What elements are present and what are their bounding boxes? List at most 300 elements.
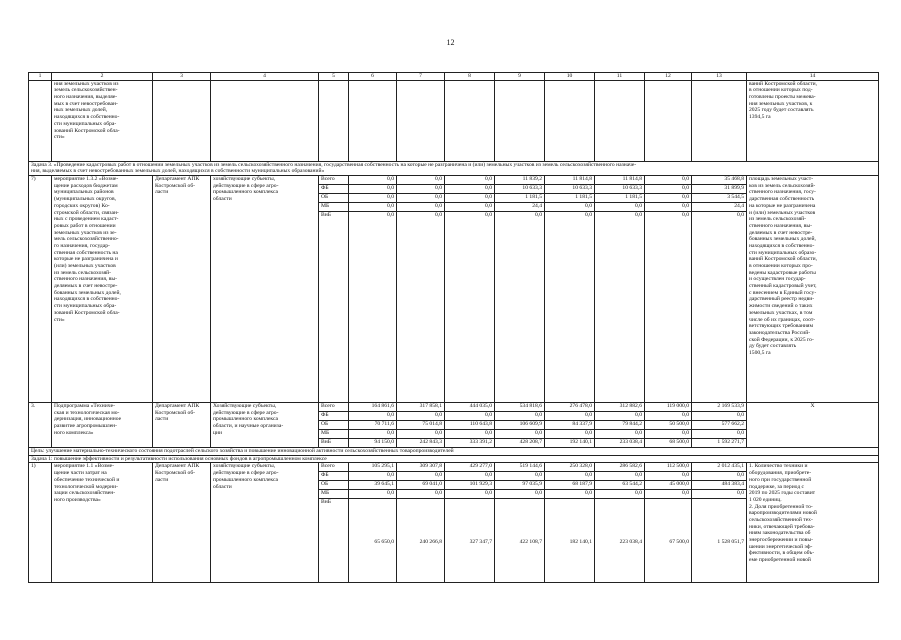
cell-line: оборудования, приобрете- — [749, 470, 812, 477]
cell-line: дернизация, инновационное — [54, 416, 122, 423]
column-number: 12 — [645, 73, 692, 81]
cell-line: ваний Костромской области, — [749, 256, 818, 263]
cell-line: из земель сельскохозяй- — [749, 216, 807, 223]
funding-value: 68 187,9 — [545, 481, 595, 490]
funding-value: 39 645,1 — [349, 481, 397, 490]
cell-line: находящихся в собственно- — [749, 242, 815, 249]
cell-line: ственного назначения, госу- — [749, 189, 816, 196]
funding-value: 317 858,1 — [397, 403, 445, 412]
indicator-text — [747, 176, 879, 403]
cell-line: промышленного комплекса — [213, 189, 279, 196]
cell-line: энергосбережении и повы- — [749, 537, 813, 544]
funding-source: ФБ — [319, 412, 349, 421]
cell-line: области — [213, 196, 232, 203]
cell-line: Департамент АПК — [155, 463, 200, 470]
cell-line: деляемых в счет невостре- — [54, 283, 118, 290]
funding-value: 519 144,6 — [495, 463, 545, 472]
table-cell — [319, 80, 349, 161]
cell-line: ного назначения, выделяе- — [54, 94, 118, 101]
column-number: 8 — [445, 73, 495, 81]
cell-line: щение расходов бюджетам — [54, 182, 118, 189]
cell-line: сти» — [54, 134, 65, 141]
cell-line: зований Костромской обла- — [54, 309, 120, 316]
cell-line: ваний Костромской области, — [749, 80, 818, 87]
funding-value: 0,0 — [495, 212, 545, 403]
cell-line: ской Федерации, к 2025 го- — [749, 336, 814, 343]
funding-value: 577 662,2 — [692, 421, 747, 430]
funding-value: 333 391,2 — [445, 439, 495, 448]
measure-name — [52, 80, 153, 161]
cell-line: сти муниципальных образо- — [749, 249, 817, 256]
funding-value: 0,0 — [645, 430, 692, 439]
funding-source: ВнБ — [319, 439, 349, 448]
cell-line: земельных участков из зе- — [54, 229, 117, 236]
cell-line: сельскохозяйственной тех- — [749, 516, 813, 523]
participants — [211, 176, 319, 403]
funding-value: 0,0 — [645, 472, 692, 481]
cell-line: ровых работ в отношении — [54, 222, 116, 229]
funding-value: 0,0 — [397, 212, 445, 403]
funding-source: ВнБ — [319, 499, 349, 583]
cell-line: 1394,5 га — [749, 114, 771, 121]
cell-line: (муниципальных округов, — [54, 196, 117, 203]
funding-value: 0,0 — [545, 430, 595, 439]
funding-value: 0,0 — [445, 185, 495, 194]
funding-value: 24,4 — [692, 203, 747, 212]
table-cell — [153, 80, 211, 161]
cell-line: ственная собственность на — [54, 249, 118, 256]
funding-value: 0,0 — [349, 412, 397, 421]
cell-line: земель сельскохозяйствен- — [54, 87, 118, 94]
funding-value: 0,0 — [645, 490, 692, 499]
measure-name — [52, 463, 153, 583]
funding-source: ФБ — [319, 472, 349, 481]
task-row — [29, 455, 879, 463]
funding-value: 0,0 — [545, 472, 595, 481]
funding-value: 68 500,0 — [645, 439, 692, 448]
funding-source: ОБ — [319, 421, 349, 430]
funding-value: 0,0 — [445, 203, 495, 212]
cell-line: развитие агропромышлен- — [54, 423, 118, 430]
funding-source: МБ — [319, 430, 349, 439]
table-cell — [545, 80, 595, 161]
funding-value: 0,0 — [495, 430, 545, 439]
funding-value: 0,0 — [349, 430, 397, 439]
funding-value: 0,0 — [397, 490, 445, 499]
funding-source: МБ — [319, 490, 349, 499]
cell-line: ции — [213, 429, 222, 436]
cell-line: из земель сельскохозяй- — [54, 269, 112, 276]
column-number: 10 — [545, 73, 595, 81]
funding-value: 444 035,0 — [445, 403, 495, 412]
table-cell — [349, 80, 397, 161]
funding-value: 0,0 — [445, 472, 495, 481]
funding-source: ФБ — [319, 185, 349, 194]
cell-line: еме приобретенной новой — [749, 557, 811, 564]
funding-value: 10 633,3 — [595, 185, 645, 194]
funding-value: 11 839,2 — [495, 176, 545, 185]
column-number: 14 — [747, 73, 879, 81]
cell-line: земельных участках, в том — [749, 309, 813, 316]
funding-source: Всего — [319, 403, 349, 412]
cell-line: го назначения, государ- — [54, 242, 110, 249]
funding-value: 0,0 — [595, 490, 645, 499]
row-number: 1) — [29, 463, 52, 583]
funding-value: 0,0 — [495, 490, 545, 499]
funding-value: 106 609,9 — [495, 421, 545, 430]
funding-source: ОБ — [319, 194, 349, 203]
funding-value: 534 818,6 — [495, 403, 545, 412]
funding-value: 0,0 — [595, 430, 645, 439]
cell-line: ков из земель сельскохозяй- — [749, 182, 816, 189]
participants — [211, 463, 319, 583]
funding-value: 0,0 — [545, 490, 595, 499]
task-title: Задача 1: повышение эффективности и результативности использования основных фондов в агропромышленном комплексе — [29, 455, 879, 463]
financing-row — [29, 176, 879, 185]
cell-line: Хозяйствующие субъекты, — [213, 403, 277, 410]
funding-value: 0,0 — [645, 185, 692, 194]
cell-line: ду будет составлять — [749, 343, 797, 350]
funding-value: 312 882,6 — [595, 403, 645, 412]
column-number: 3 — [153, 73, 211, 81]
funding-value: 110 643,8 — [445, 421, 495, 430]
funding-value: 0,0 — [445, 194, 495, 203]
funding-value: 112 500,0 — [645, 463, 692, 472]
funding-value: 2 012 435,1 — [692, 463, 747, 472]
cell-line: сти муниципальных обра- — [54, 120, 117, 127]
cell-line: которые не разграничена и — [54, 256, 118, 263]
cell-line: Костромской об- — [155, 182, 196, 189]
executor — [153, 403, 211, 448]
funding-value: 0,0 — [595, 212, 645, 403]
cell-line: на которые не разграничена — [749, 202, 816, 209]
funding-value: 0,0 — [645, 203, 692, 212]
funding-value: 79 844,2 — [595, 421, 645, 430]
funding-value: 97 035,9 — [495, 481, 545, 490]
table-cell — [445, 80, 495, 161]
cell-line: дарственная собственность — [749, 196, 815, 203]
funding-value: 422 108,7 — [495, 499, 545, 583]
funding-value: 0,0 — [445, 490, 495, 499]
funding-value: 0,0 — [645, 194, 692, 203]
funding-value: 2 169 533,9 — [692, 403, 747, 412]
cell-line: мероприятие 1.3.2 «Возме- — [54, 176, 119, 183]
funding-value: 240 266,8 — [397, 499, 445, 583]
cell-line: фективности, в общем объ- — [749, 550, 815, 557]
funding-value: 75 014,8 — [397, 421, 445, 430]
funding-value: 1 181,5 — [595, 194, 645, 203]
financing-row — [29, 403, 879, 412]
funding-value: 0,0 — [349, 203, 397, 212]
funding-value: 0,0 — [645, 212, 692, 403]
funding-source: МБ — [319, 203, 349, 212]
cell-line: хозяйствующие субъекты, — [213, 176, 276, 183]
cell-line: действующие в сфере агро- — [213, 409, 279, 416]
cell-line: мых в счет невостребован- — [54, 100, 118, 107]
table-cell — [495, 80, 545, 161]
cell-line: муниципальных районов — [54, 189, 114, 196]
funding-source: ВнБ — [319, 212, 349, 403]
funding-value: 0,0 — [397, 430, 445, 439]
indicator-text — [747, 463, 879, 583]
table-cell — [595, 80, 645, 161]
cell-line: области, и научные организа- — [213, 423, 284, 430]
funding-value: 0,0 — [397, 185, 445, 194]
funding-value: 0,0 — [349, 472, 397, 481]
cell-line: 2025 году будет составлять — [749, 107, 814, 114]
indicator-text — [747, 80, 879, 161]
funding-value: 10 633,3 — [495, 185, 545, 194]
funding-value: 0,0 — [692, 212, 747, 403]
table-cell — [645, 80, 692, 161]
measure-name — [52, 403, 153, 448]
cell-line: деляемых в счет невостре- — [749, 229, 813, 236]
funding-value: 0,0 — [495, 472, 545, 481]
cell-line: 1. Количество техники и — [749, 463, 808, 470]
funding-value: 63 544,2 — [595, 481, 645, 490]
cell-line: в отношении которых под- — [749, 87, 813, 94]
column-number: 4 — [211, 73, 319, 81]
funding-value: 10 633,3 — [545, 185, 595, 194]
funding-value: 0,0 — [349, 194, 397, 203]
funding-value: 119 000,0 — [645, 403, 692, 412]
funding-value: 0,0 — [445, 176, 495, 185]
participants — [211, 403, 319, 448]
cell-line: находящихся в собственно- — [54, 296, 120, 303]
cell-line: Костромской об- — [155, 470, 196, 477]
cell-line: обеспечение технической и — [54, 476, 120, 483]
cell-line: промышленного комплекса — [213, 416, 279, 423]
cell-line: (или) земельных участков — [54, 263, 116, 270]
funding-value: 84 337,9 — [545, 421, 595, 430]
column-number: 7 — [397, 73, 445, 81]
header-row — [29, 73, 879, 81]
funding-value: 0,0 — [349, 490, 397, 499]
funding-value: 309 307,8 — [397, 463, 445, 472]
cell-line: Департамент АПК — [155, 403, 200, 410]
goal-row — [29, 448, 879, 456]
funding-value: 70 711,6 — [349, 421, 397, 430]
funding-value: 0,0 — [445, 212, 495, 403]
funding-value: 286 582,6 — [595, 463, 645, 472]
funding-value: 0,0 — [349, 185, 397, 194]
cell-line: ного при государственной — [749, 476, 812, 483]
cell-line: варопроизводителями новой — [749, 510, 817, 517]
column-number: 2 — [52, 73, 153, 81]
cell-line: ласти — [155, 476, 169, 483]
column-number: 1 — [29, 73, 52, 81]
row-number: 3. — [29, 403, 52, 448]
funding-value: 0,0 — [545, 203, 595, 212]
cell-line: находящихся в собственно- — [54, 114, 120, 121]
cell-line: городских округов) Ко- — [54, 202, 110, 209]
funding-value: 0,0 — [445, 430, 495, 439]
measure-name — [52, 176, 153, 403]
cell-line: 1 020 единиц. — [749, 496, 782, 503]
funding-value: 0,0 — [595, 472, 645, 481]
funding-value: 327 347,7 — [445, 499, 495, 583]
task-title — [29, 161, 879, 175]
cell-line: ных с проведением кадаст- — [54, 216, 119, 223]
cell-line: ведены кадастровые работы — [749, 269, 816, 276]
cell-line: с внесением в Единый госу- — [749, 289, 817, 296]
executor — [153, 463, 211, 583]
funding-value: 11 814,8 — [545, 176, 595, 185]
funding-value: 105 295,1 — [349, 463, 397, 472]
funding-value: 0,0 — [349, 212, 397, 403]
cell-line: ственного назначения, вы- — [749, 222, 813, 229]
cell-line: действующие в сфере агро- — [213, 470, 279, 477]
funding-value: 0,0 — [692, 412, 747, 421]
cell-line: ники, отвечающей требова- — [749, 523, 815, 530]
column-number: 9 — [495, 73, 545, 81]
table-cell — [29, 80, 52, 161]
funding-value: 0,0 — [692, 490, 747, 499]
cell-line: хозяйствующие субъекты, — [213, 463, 276, 470]
row-number: 7) — [29, 176, 52, 403]
cell-line: сти» — [54, 316, 65, 323]
funding-value: 0,0 — [645, 176, 692, 185]
cell-line: Задача 3. «Проведение кадастровых работ в отношении земельных участков из земель сельскохозяйственного назначения, государственная собственность на которые не разграничена и (или) земельных участков из земель сельскохозяйственного назначе- — [31, 161, 637, 168]
funding-value: 0,0 — [595, 203, 645, 212]
cell-line: зований Костромской обла- — [54, 127, 120, 134]
cell-line: ного производства» — [54, 496, 101, 503]
funding-value: 0,0 — [397, 194, 445, 203]
cell-line: стромской области, связан- — [54, 209, 119, 216]
funding-value: 0,0 — [545, 412, 595, 421]
funding-value: 233 038,4 — [595, 439, 645, 448]
column-number: 13 — [692, 73, 747, 81]
cell-line: ния, выделяемых в счет невостребованных земельных долей, находящихся в собственности муниципальных образований» — [31, 168, 325, 175]
funding-value: 0,0 — [349, 176, 397, 185]
funding-value: 0,0 — [397, 203, 445, 212]
cell-line: ственный кадастровый учет, — [749, 283, 817, 290]
funding-value: 0,0 — [397, 472, 445, 481]
column-number: 11 — [595, 73, 645, 81]
funding-value: 242 843,3 — [397, 439, 445, 448]
cell-line: ного комплекса» — [54, 429, 94, 436]
funding-value: 50 500,0 — [645, 421, 692, 430]
funding-value: 164 861,6 — [349, 403, 397, 412]
funding-value: 429 277,0 — [445, 463, 495, 472]
cell-line: бованных земельных долей, — [749, 236, 816, 243]
cell-line: бованных земельных долей, — [54, 289, 121, 296]
funding-value: 276 478,0 — [545, 403, 595, 412]
funding-value: 0,0 — [692, 430, 747, 439]
column-number: 5 — [319, 73, 349, 81]
continuation-row — [29, 80, 879, 161]
indicator-text: X — [747, 403, 879, 448]
cell-line: 2. Доля приобретенной то- — [749, 503, 813, 510]
funding-value: 0,0 — [397, 412, 445, 421]
funding-value: 0,0 — [692, 472, 747, 481]
funding-value: 31 899,9 — [692, 185, 747, 194]
funding-source: ОБ — [319, 481, 349, 490]
funding-value: 428 208,7 — [495, 439, 545, 448]
cell-line: ственного назначения, вы- — [54, 276, 118, 283]
cell-line: площадь земельных участ- — [749, 176, 814, 183]
executor — [153, 176, 211, 403]
funding-value: 484 383,4 — [692, 481, 747, 490]
cell-line: зации сельскохозяйствен- — [54, 490, 116, 497]
cell-line: готовлены проекты межева- — [749, 94, 816, 101]
cell-line: Костромской об- — [155, 409, 196, 416]
cell-line: законодательства Россий- — [749, 329, 811, 336]
funding-value: 0,0 — [645, 412, 692, 421]
cell-line: сти муниципальных обра- — [54, 303, 117, 310]
funding-value: 250 328,0 — [545, 463, 595, 472]
cell-line: Департамент АПК — [155, 176, 200, 183]
cell-line: ласти — [155, 416, 169, 423]
cell-line: 1500,5 га — [749, 349, 771, 356]
cell-line: мель сельскохозяйственно- — [54, 236, 119, 243]
financing-row — [29, 463, 879, 472]
funding-value: 182 140,1 — [545, 499, 595, 583]
cell-line: ния земельных участков из — [54, 80, 119, 87]
cell-line: поддержке, за период с — [749, 483, 805, 490]
table-cell — [211, 80, 319, 161]
goal-text: Цель: улучшение материально-технического состояния подотраслей сельского хозяйства и повышение инновационной активности сельскохозяйственных товаропроизводителей — [29, 448, 879, 456]
funding-value: 1 592 271,7 — [692, 439, 747, 448]
funding-source: Всего — [319, 463, 349, 472]
cell-line: технологической модерни- — [54, 483, 118, 490]
funding-source: Всего — [319, 176, 349, 185]
funding-value: 1 181,5 — [545, 194, 595, 203]
cell-line: ская и технологическая мо- — [54, 409, 120, 416]
funding-value: 11 814,8 — [595, 176, 645, 185]
task-row — [29, 161, 879, 175]
funding-value: 24,4 — [495, 203, 545, 212]
cell-line: ных земельных долей, — [54, 107, 108, 114]
cell-line: шении энергетической эф- — [749, 543, 813, 550]
funding-value: 1 528 051,7 — [692, 499, 747, 583]
funding-value: 0,0 — [397, 176, 445, 185]
page-number: 12 — [446, 38, 455, 47]
program-table — [28, 72, 879, 583]
column-number: 6 — [349, 73, 397, 81]
funding-value: 69 041,0 — [397, 481, 445, 490]
table-cell — [692, 80, 747, 161]
funding-value: 94 150,0 — [349, 439, 397, 448]
funding-value: 65 650,0 — [349, 499, 397, 583]
cell-line: ласти — [155, 189, 169, 196]
funding-value: 0,0 — [595, 412, 645, 421]
cell-line: мероприятие 1.1 «Возме- — [54, 463, 115, 470]
cell-line: промышленного комплекса — [213, 476, 279, 483]
cell-line: жимости сведений о таких — [749, 303, 813, 310]
funding-value: 223 038,4 — [595, 499, 645, 583]
cell-line: ветствующих требованиям — [749, 323, 814, 330]
table-cell — [397, 80, 445, 161]
funding-value: 3 544,5 — [692, 194, 747, 203]
cell-line: числе об их границах, соот- — [749, 316, 816, 323]
cell-line: Подпрограмма «Техниче- — [54, 403, 115, 410]
cell-line: ния земельных участков, к — [749, 100, 813, 107]
cell-line: 2019 по 2025 годы составит — [749, 490, 816, 497]
funding-value: 45 000,0 — [645, 481, 692, 490]
cell-line: и (или) земельных участков — [749, 209, 816, 216]
cell-line: в отношении которых про- — [749, 263, 813, 270]
funding-value: 192 140,1 — [545, 439, 595, 448]
cell-line: ниям законодательства об — [749, 530, 811, 537]
cell-line: действующие в сфере агро- — [213, 182, 279, 189]
cell-line: области — [213, 483, 232, 490]
funding-value: 35 468,8 — [692, 176, 747, 185]
cell-line: дарственный реестр недви- — [749, 296, 815, 303]
funding-value: 1 181,5 — [495, 194, 545, 203]
funding-value: 0,0 — [495, 412, 545, 421]
funding-value: 67 500,0 — [645, 499, 692, 583]
